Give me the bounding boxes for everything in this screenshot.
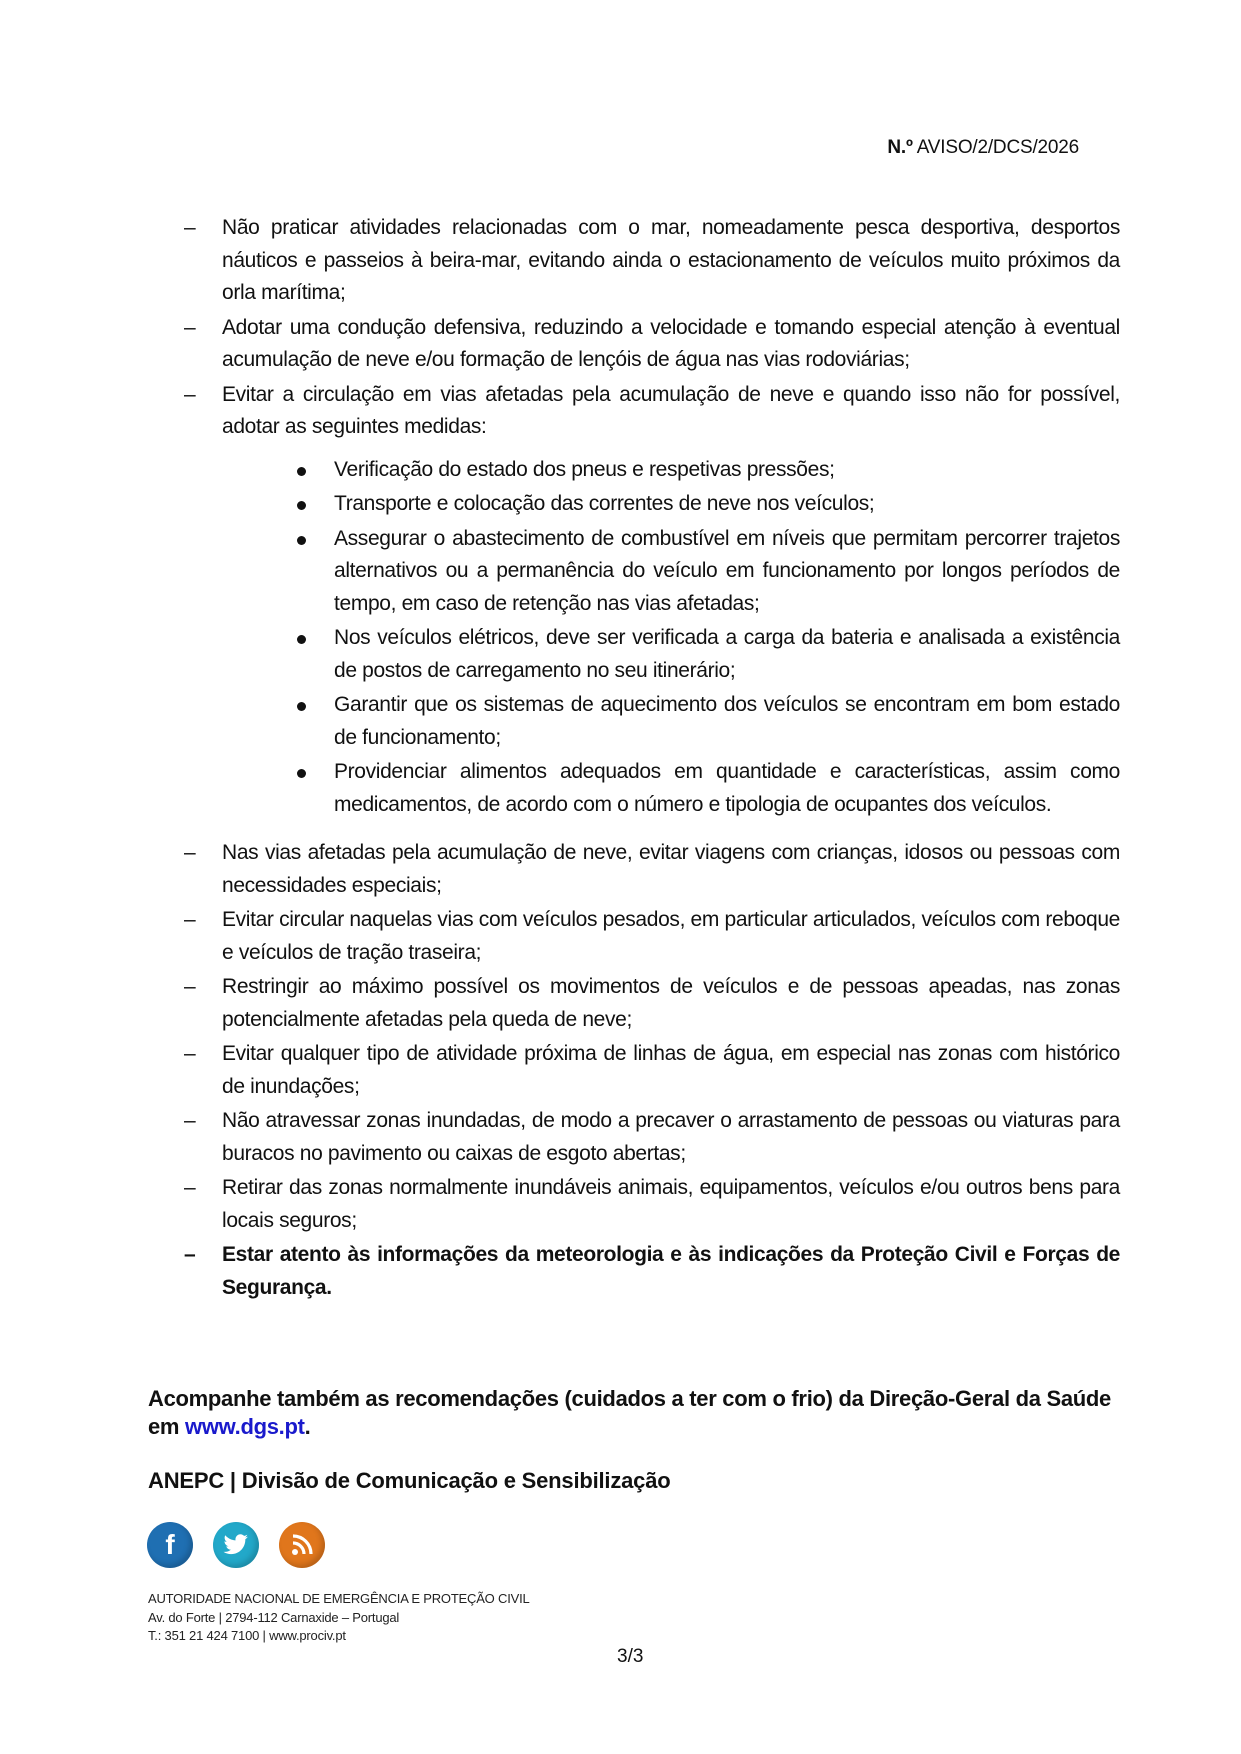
- list-item: [178, 837, 1120, 902]
- dash-marker: –: [184, 1042, 196, 1065]
- sub-list-item: [178, 622, 1120, 687]
- dash-marker: –: [184, 908, 196, 931]
- bullet-icon: [297, 536, 306, 545]
- sub-list-item: [178, 756, 1120, 821]
- sub-list-item: [178, 689, 1120, 754]
- footer-contacts: [148, 1590, 530, 1646]
- sub-list-item: [178, 454, 1120, 487]
- list-item: [178, 312, 1120, 377]
- list-item-text: Retirar das zonas normalmente inundáveis animais, equipamentos, veículos e/ou outros bens para locais seguros;: [222, 1176, 1120, 1232]
- dash-marker: –: [184, 1243, 196, 1266]
- sub-list-item-text: Transporte e colocação das correntes de neve nos veículos;: [334, 492, 875, 515]
- list-item-text: Evitar circular naquelas vias com veículos pesados, em particular articulados, veículos com reboque e veículos de tração traseira;: [222, 908, 1120, 964]
- reference-prefix: N.º: [887, 137, 913, 158]
- rss-icon[interactable]: [279, 1522, 325, 1568]
- list-item: [178, 379, 1120, 444]
- signature: ANEPC | Divisão de Comunicação e Sensibilização: [148, 1468, 671, 1493]
- bullet-icon: [297, 501, 306, 510]
- list-item: [178, 971, 1120, 1036]
- bullet-icon: [297, 769, 306, 778]
- sub-list-item: [178, 488, 1120, 521]
- footer-contact: T.: 351 21 424 7100 | www.prociv.pt: [148, 1628, 346, 1643]
- list-item-text: Evitar qualquer tipo de atividade próxima de linhas de água, em especial nas zonas com histórico de inundações;: [222, 1042, 1120, 1098]
- list-item-final: [178, 1239, 1120, 1304]
- dash-marker: –: [184, 1176, 196, 1199]
- page-number: 3/3: [617, 1646, 644, 1667]
- dash-marker: –: [184, 1109, 196, 1132]
- recommendations-list: [178, 212, 1120, 1306]
- dash-marker: –: [184, 841, 196, 864]
- facebook-glyph: f: [165, 1529, 175, 1560]
- facebook-icon[interactable]: [147, 1522, 193, 1568]
- list-item: [178, 1038, 1120, 1103]
- dash-marker: –: [184, 975, 196, 998]
- bullet-icon: [297, 635, 306, 644]
- list-item-text: Evitar a circulação em vias afetadas pela acumulação de neve e quando isso não for possível, adotar as seguintes medidas:: [222, 382, 1120, 438]
- reference-code: AVISO/2/DCS/2026: [916, 137, 1079, 158]
- vehicle-measures-list: [178, 454, 1120, 822]
- list-item: [178, 1172, 1120, 1237]
- list-item-text: Adotar uma condução defensiva, reduzindo a velocidade e tomando especial atenção à eventual acumulação de neve e/ou formação de lençóis de água nas vias rodoviárias;: [222, 315, 1120, 371]
- sub-list-item-text: Providenciar alimentos adequados em quantidade e características, assim como medicamentos, de acordo com o número e tipologia de ocupantes dos veículos.: [334, 760, 1120, 816]
- footer-address: Av. do Forte | 2794-112 Carnaxide – Portugal: [148, 1609, 400, 1625]
- list-item-text: Restringir ao máximo possível os movimentos de veículos e de pessoas apeadas, nas zonas potencialmente afetadas pela queda de neve;: [222, 975, 1120, 1031]
- dash-marker: –: [184, 315, 196, 339]
- sub-list-item-text: Nos veículos elétricos, deve ser verificada a carga da bateria e analisada a existência de postos de carregamento no seu itinerário;: [334, 626, 1120, 682]
- health-note-text: Acompanhe também as recomendações (cuidados a ter com o frio) da Direção-Geral da Saúde em: [148, 1386, 1111, 1439]
- list-item-text: Nas vias afetadas pela acumulação de neve, evitar viagens com crianças, idosos ou pessoas com necessidades especiais;: [222, 841, 1120, 897]
- dash-marker: –: [184, 216, 196, 239]
- sub-list-item-text: Assegurar o abastecimento de combustível em níveis que permitam percorrer trajetos alternativos ou a permanência do veículo em funcionamento por longos períodos de tempo, em caso de retenção nas vias afetadas;: [334, 526, 1120, 615]
- rss-glyph: [291, 1534, 313, 1556]
- document-reference: [887, 137, 1079, 159]
- bullet-icon: [297, 467, 306, 476]
- list-item-text: Estar atento às informações da meteorologia e às indicações da Proteção Civil e Forças de Segurança.: [222, 1243, 1120, 1299]
- health-note: [148, 1385, 1120, 1441]
- sub-list-item: [178, 523, 1120, 621]
- health-note-suffix: .: [304, 1414, 311, 1439]
- dgs-link[interactable]: www.dgs.pt: [185, 1414, 305, 1439]
- list-item: [178, 904, 1120, 969]
- twitter-icon[interactable]: [213, 1522, 259, 1568]
- list-item: [178, 1105, 1120, 1170]
- sub-list-item-text: Verificação do estado dos pneus e respetivas pressões;: [334, 457, 835, 481]
- bullet-icon: [297, 702, 306, 711]
- twitter-bird-glyph: [223, 1534, 249, 1556]
- sub-list-item-text: Garantir que os sistemas de aquecimento dos veículos se encontram em bom estado de funcionamento;: [334, 693, 1120, 749]
- list-item-text: Não praticar atividades relacionadas com o mar, nomeadamente pesca desportiva, desportos náuticos e passeios à beira-mar, evitando ainda o estacionamento de veículos muito próximos da orla marítima;: [222, 216, 1120, 304]
- list-item-text: Não atravessar zonas inundadas, de modo a precaver o arrastamento de pessoas ou viaturas para buracos no pavimento ou caixas de esgoto abertas;: [222, 1109, 1120, 1165]
- dash-marker: –: [184, 382, 196, 406]
- footer-organization: AUTORIDADE NACIONAL DE EMERGÊNCIA E PROTEÇÃO CIVIL: [148, 1591, 530, 1606]
- social-links: [147, 1522, 325, 1568]
- list-item: [178, 212, 1120, 310]
